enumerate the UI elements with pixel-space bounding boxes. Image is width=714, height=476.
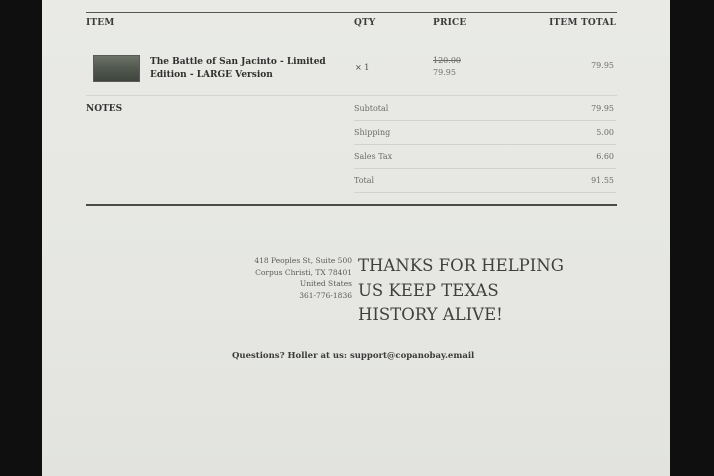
subtotal-label: Subtotal [354, 104, 389, 113]
receipt-paper [42, 0, 670, 476]
thanks-line-2: US KEEP TEXAS [358, 280, 499, 300]
notes-label: NOTES [86, 104, 123, 114]
summary-divider [354, 144, 616, 145]
total-label: Total [354, 176, 375, 185]
sales-tax-value: 6.60 [596, 152, 614, 161]
thanks-line-1: THANKS FOR HELPING [358, 256, 564, 275]
shipping-label: Shipping [354, 128, 391, 137]
header-item: ITEM [86, 18, 115, 28]
item-name: The Battle of San Jacinto - Limited Edition - LARGE Version [150, 57, 326, 80]
item-price: 79.95 [433, 68, 456, 77]
summary-divider [354, 192, 616, 193]
questions-contact: Questions? Holler at us: support@copanobay.email [232, 351, 475, 361]
bottom-rule [86, 204, 617, 206]
address-line-2: Corpus Christi, TX 78401 [255, 267, 352, 277]
item-divider [86, 95, 617, 96]
address-line-1: 418 Peoples St, Suite 500 [254, 256, 352, 265]
subtotal-value: 79.95 [591, 104, 614, 113]
total-value: 91.55 [591, 176, 614, 185]
sales-tax-label: Sales Tax [354, 152, 393, 161]
thanks-line-3: HISTORY ALIVE! [358, 305, 503, 324]
top-rule [86, 12, 617, 13]
address-phone: 361-776-1836 [299, 290, 352, 300]
summary-divider [354, 168, 616, 169]
item-qty: × 1 [355, 63, 370, 72]
item-total: 79.95 [591, 61, 614, 70]
shipping-value: 5.00 [596, 128, 614, 137]
store-address [232, 255, 352, 301]
header-qty: QTY [354, 18, 376, 28]
header-price: PRICE [433, 18, 467, 28]
item-original-price: 120.00 [433, 56, 461, 65]
thanks-message [358, 254, 598, 328]
header-item-total: ITEM TOTAL [549, 18, 616, 28]
summary-divider [354, 120, 616, 121]
address-line-3: United States [299, 279, 352, 288]
product-thumbnail-image [93, 55, 140, 82]
